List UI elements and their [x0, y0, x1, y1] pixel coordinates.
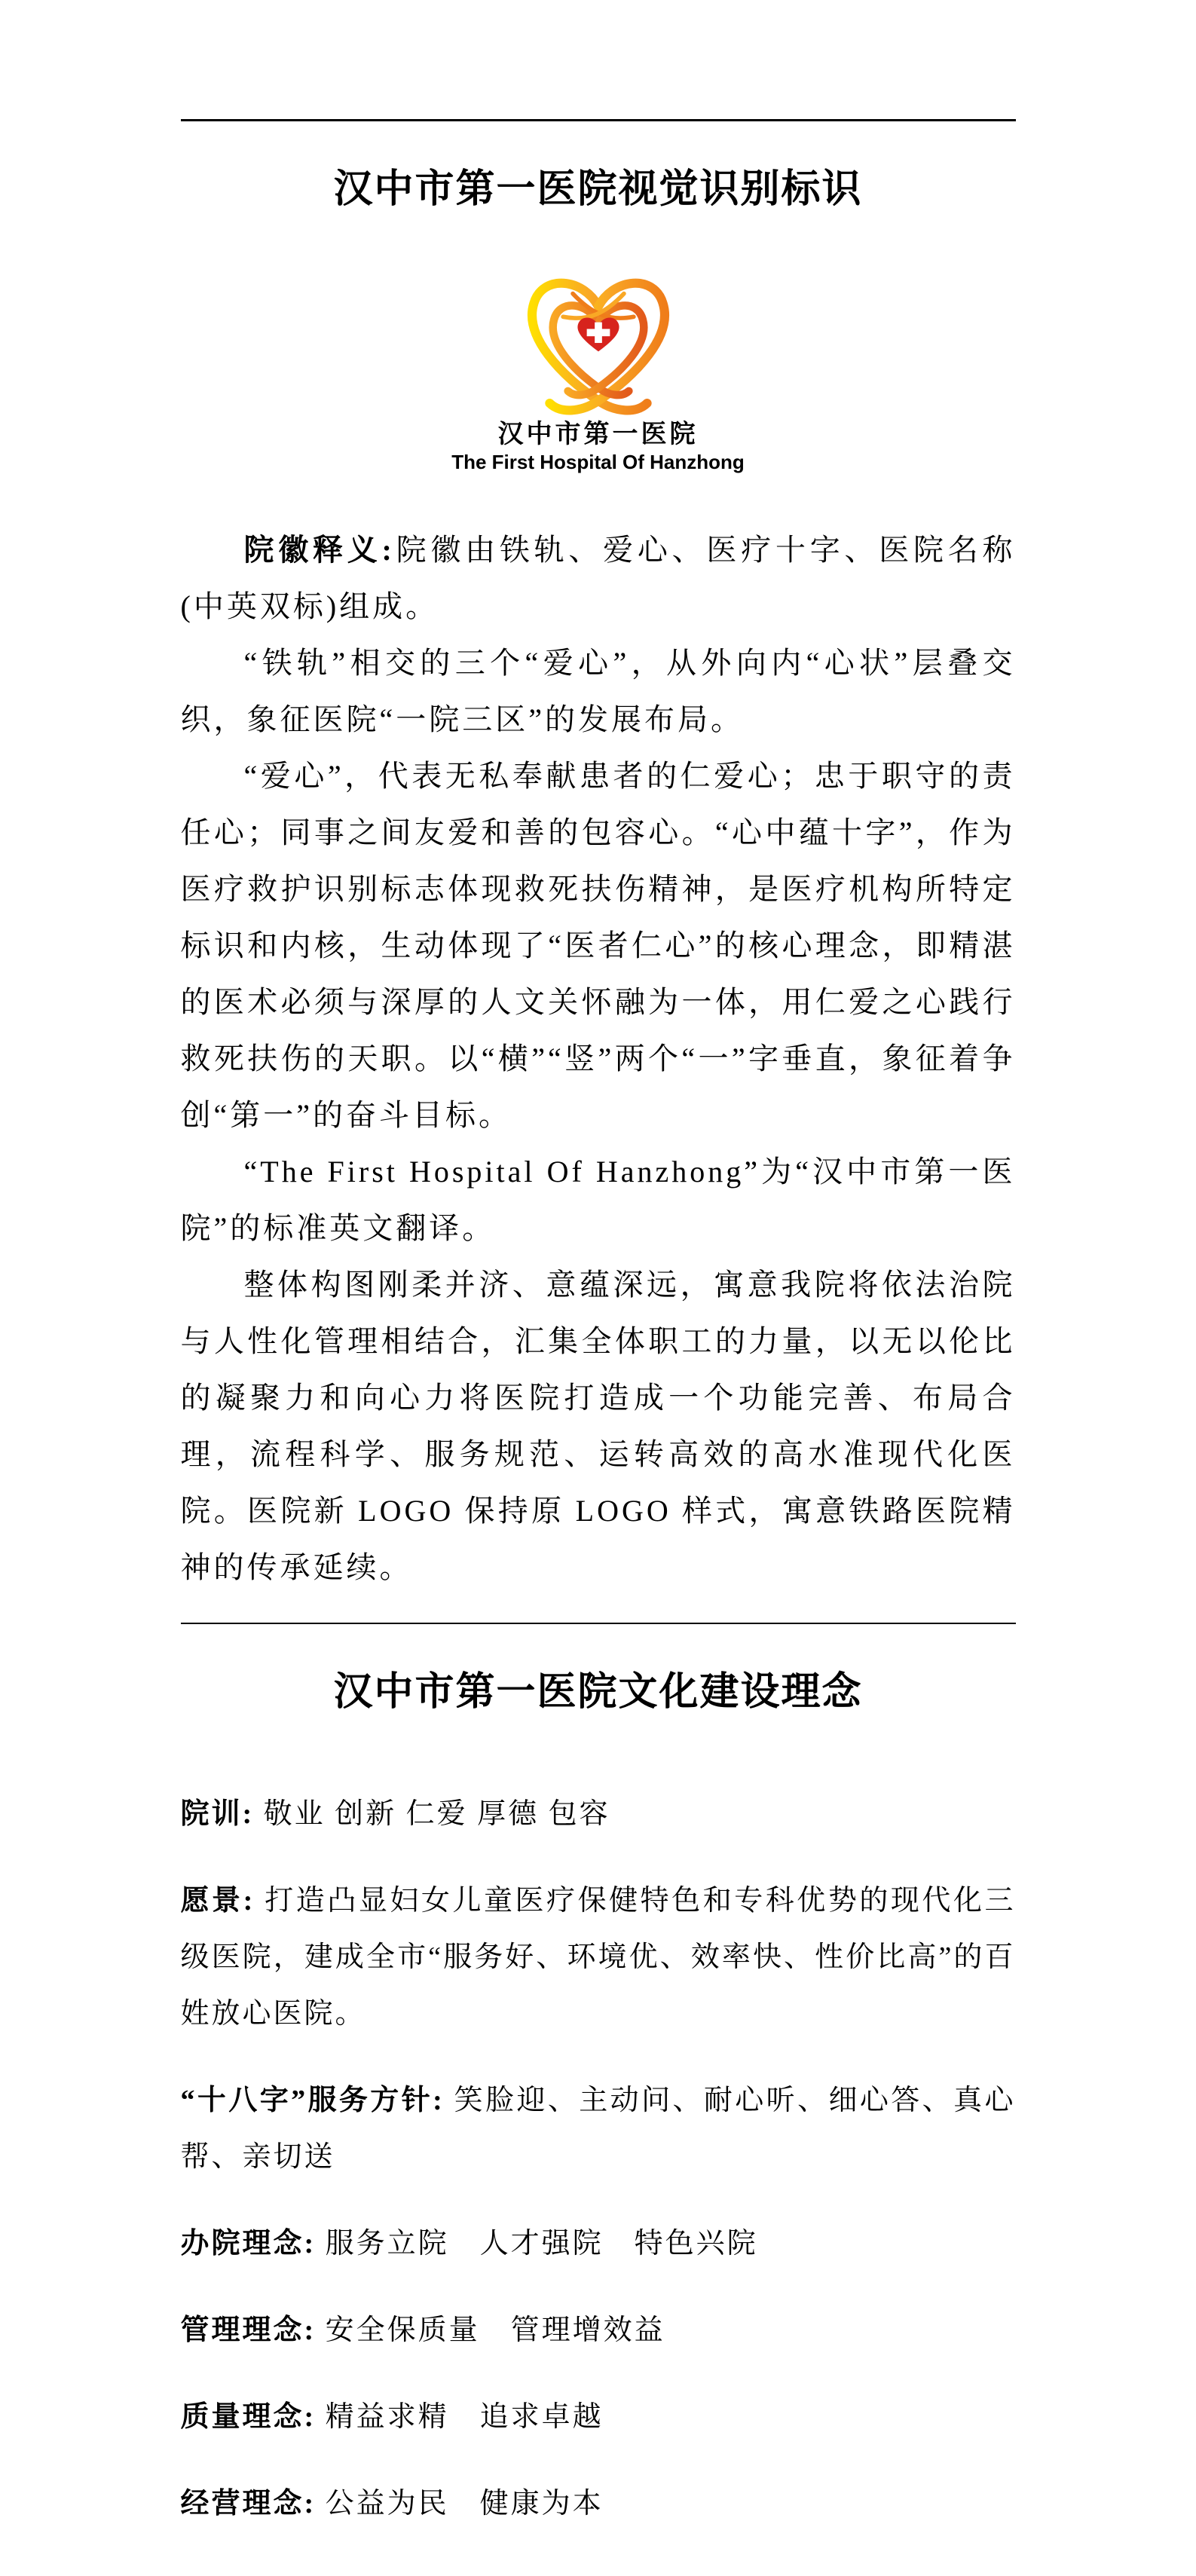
culture-item	[181, 2073, 1016, 2186]
culture-item	[181, 1786, 1016, 1843]
identity-paragraph	[181, 522, 1016, 635]
culture-item	[181, 2216, 1016, 2272]
identity-section-title: 汉中市第一医院视觉识别标识	[333, 168, 863, 211]
culture-item-label: 院训:	[180, 1797, 255, 1830]
paragraph-text: “The First Hospital Of Hanzhong”为“汉中市第一医院”的标准英文翻译。	[180, 1154, 1016, 1245]
paragraph-label: 院徽释义:	[243, 532, 395, 567]
section-divider-top	[181, 119, 1016, 121]
hospital-logo-block	[181, 261, 1016, 475]
culture-section-title: 汉中市第一医院文化建设理念	[333, 1670, 863, 1714]
culture-item-text: 安全保质量 管理增效益	[316, 2314, 665, 2346]
culture-item	[181, 1873, 1016, 2042]
culture-item-label: 办院理念:	[180, 2227, 317, 2259]
paragraph-text: 整体构图刚柔并济、意蕴深远，寓意我院将依法治院与人性化管理相结合，汇集全体职工的力量，以无以伦比的凝聚力和向心力将医院打造成一个功能完善、布局合理，流程科学、服务规范、运转高效的高水准现代化医院。医院新 LOGO 保持原 LOGO 样式，寓意铁路医院精神的传承延续。	[180, 1267, 1016, 1584]
culture-item	[181, 2389, 1016, 2446]
document-content	[181, 119, 1016, 2532]
logo-name-zh: 汉中市第一医院	[497, 421, 699, 448]
culture-item-text: 笑脸迎、主动问、耐心听、细心答、真心帮、亲切送	[180, 2084, 1016, 2173]
identity-paragraph	[181, 1143, 1016, 1256]
culture-item-text: 公益为民 健康为本	[316, 2487, 604, 2519]
culture-item	[181, 2476, 1016, 2532]
culture-item-text: 服务立院 人才强院 特色兴院	[316, 2227, 758, 2259]
identity-paragraph	[181, 748, 1016, 1143]
identity-paragraph	[181, 635, 1016, 748]
culture-item-label: 经营理念:	[180, 2487, 317, 2519]
identity-paragraph	[181, 1256, 1016, 1595]
culture-list	[181, 1786, 1016, 2532]
hospital-logo-icon	[506, 261, 690, 419]
section-divider-middle	[181, 1623, 1016, 1624]
paragraph-text: 院徽由铁轨、爱心、医疗十字、医院名称(中英双标)组成。	[180, 532, 1016, 623]
identity-paragraphs	[181, 522, 1016, 1595]
culture-item-text: 打造凸显妇女儿童医疗保健特色和专科优势的现代化三级医院，建成全市“服务好、环境优、效率快、性价比高”的百姓放心医院。	[180, 1884, 1016, 2030]
paragraph-text: “爱心”，代表无私奉献患者的仁爱心；忠于职守的责任心；同事之间友爱和善的包容心。“心中蕴十字”，作为医疗救护识别标志体现救死扶伤精神，是医疗机构所特定标识和内核，生动体现了“医者仁心”的核心理念，即精湛的医术必须与深厚的人文关怀融为一体，用仁爱之心践行救死扶伤的天职。以“横”“竖”两个“一”字垂直，象征着争创“第一”的奋斗目标。	[180, 758, 1016, 1132]
logo-name-en: The First Hospital Of Hanzhong	[451, 451, 745, 474]
culture-item-text: 精益求精 追求卓越	[316, 2400, 604, 2433]
culture-item-label: “十八字”服务方针:	[180, 2084, 445, 2116]
culture-item-label: 愿景:	[180, 1884, 255, 1917]
culture-item	[181, 2302, 1016, 2359]
culture-item-text: 敬业 创新 仁爱 厚德 包容	[254, 1797, 610, 1830]
culture-item-label: 管理理念:	[180, 2314, 317, 2346]
culture-item-label: 质量理念:	[180, 2400, 317, 2433]
paragraph-text: “铁轨”相交的三个“爱心”，从外向内“心状”层叠交织，象征医院“一院三区”的发展布局。	[180, 645, 1016, 736]
